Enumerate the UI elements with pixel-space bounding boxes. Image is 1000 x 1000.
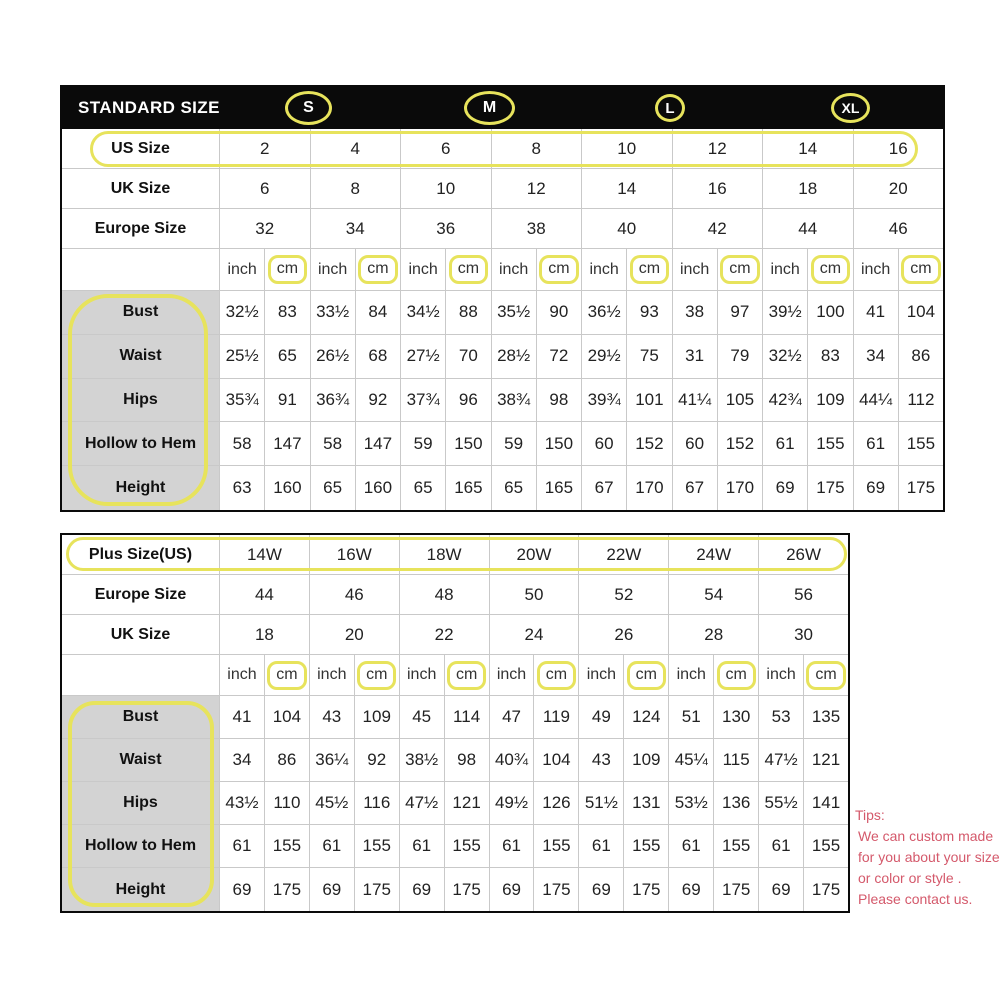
measure-value: 83 (264, 291, 309, 334)
size-row (62, 209, 943, 249)
measure-value: 147 (264, 422, 309, 465)
measure-value: 101 (626, 379, 671, 422)
cm-unit-cell (536, 249, 581, 290)
measure-value: 175 (533, 868, 578, 911)
measure-value: 175 (898, 466, 943, 510)
measure-value: 119 (533, 696, 578, 738)
measure-value: 126 (533, 782, 578, 824)
measure-value: 59 (491, 422, 536, 465)
size-s-circle: S (285, 91, 332, 125)
size-value: 18 (762, 169, 853, 208)
measure-value: 53½ (668, 782, 713, 824)
measure-value: 91 (264, 379, 309, 422)
inch-unit-label: inch (578, 655, 623, 695)
measure-value: 170 (717, 466, 762, 510)
cm-unit-cell (807, 249, 852, 290)
row-label: Hollow to Hem (62, 422, 219, 465)
measure-value: 84 (355, 291, 400, 334)
inch-unit-label: inch (219, 249, 264, 290)
size-value: 40 (581, 209, 672, 248)
unit-row (62, 249, 943, 291)
standard-size-header-bar (62, 87, 943, 129)
cm-highlight-box: cm (717, 661, 756, 690)
measure-value: 160 (355, 466, 400, 510)
measure-value: 58 (310, 422, 355, 465)
tips-line: We can custom made (858, 828, 994, 844)
measure-value: 136 (713, 782, 758, 824)
measure-value: 147 (355, 422, 400, 465)
measure-value: 33½ (310, 291, 355, 334)
measure-value: 47 (489, 696, 534, 738)
measure-value: 36¾ (310, 379, 355, 422)
measure-value: 47½ (758, 739, 803, 781)
measure-value: 114 (444, 696, 489, 738)
size-value: 42 (672, 209, 763, 248)
inch-unit-label: inch (219, 655, 264, 695)
tips-line: or color or style . (858, 870, 962, 886)
measure-value: 175 (807, 466, 852, 510)
measure-value: 61 (853, 422, 898, 465)
measure-value: 69 (219, 868, 264, 911)
measure-value: 53 (758, 696, 803, 738)
size-value: 20 (309, 615, 399, 654)
measure-value: 35¾ (219, 379, 264, 422)
row-label: Hollow to Hem (62, 825, 219, 867)
cm-unit-cell (533, 655, 578, 695)
measure-value: 51½ (578, 782, 623, 824)
measure-value: 69 (758, 868, 803, 911)
measure-value: 43 (578, 739, 623, 781)
measure-value: 61 (762, 422, 807, 465)
size-value: 8 (310, 169, 401, 208)
measure-value: 150 (536, 422, 581, 465)
size-value: 4 (310, 129, 401, 168)
measure-value: 59 (400, 422, 445, 465)
cm-highlight-box: cm (447, 661, 486, 690)
size-value: 30 (758, 615, 848, 654)
size-value: 26 (578, 615, 668, 654)
inch-unit-label: inch (399, 655, 444, 695)
row-label: Hips (62, 379, 219, 422)
measure-value: 25½ (219, 335, 264, 378)
unit-row-spacer (62, 249, 219, 290)
measure-value: 61 (668, 825, 713, 867)
measure-value: 69 (853, 466, 898, 510)
measure-value: 79 (717, 335, 762, 378)
cm-highlight-box: cm (627, 661, 666, 690)
measure-value: 36¼ (309, 739, 354, 781)
measure-value: 104 (898, 291, 943, 334)
size-value: 12 (491, 169, 582, 208)
measure-value: 98 (536, 379, 581, 422)
inch-unit-label: inch (581, 249, 626, 290)
tips-title: Tips: (855, 807, 885, 823)
tips-line: Please contact us. (858, 891, 973, 907)
row-label: Europe Size (94, 219, 187, 237)
measure-value: 155 (623, 825, 668, 867)
measure-value: 116 (354, 782, 399, 824)
measure-value: 55½ (758, 782, 803, 824)
measure-value: 44¼ (853, 379, 898, 422)
measure-row (62, 868, 848, 911)
size-row (62, 615, 848, 655)
measure-value: 109 (623, 739, 668, 781)
size-value: 44 (762, 209, 853, 248)
measure-value: 36½ (581, 291, 626, 334)
measure-value: 38½ (399, 739, 444, 781)
size-value: 48 (399, 575, 489, 614)
measure-value: 131 (623, 782, 668, 824)
measure-value: 92 (354, 739, 399, 781)
measure-value: 42¾ (762, 379, 807, 422)
measure-value: 90 (536, 291, 581, 334)
measure-value: 70 (445, 335, 490, 378)
size-row (62, 535, 848, 575)
size-value: 18W (399, 535, 489, 574)
size-value: 44 (219, 575, 309, 614)
standard-size-table (60, 85, 945, 512)
row-label: Plus Size(US) (88, 545, 193, 563)
measure-value: 40¾ (489, 739, 534, 781)
measure-value: 32½ (219, 291, 264, 334)
measure-value: 43 (309, 696, 354, 738)
size-value: 6 (219, 169, 310, 208)
row-label: Height (62, 868, 219, 911)
inch-unit-label: inch (491, 249, 536, 290)
measure-value: 165 (536, 466, 581, 510)
size-value: 46 (853, 209, 944, 248)
size-value: 52 (578, 575, 668, 614)
measure-value: 152 (717, 422, 762, 465)
size-value: 54 (668, 575, 758, 614)
measure-value: 34½ (400, 291, 445, 334)
measure-value: 58 (219, 422, 264, 465)
measure-value: 65 (400, 466, 445, 510)
measure-value: 112 (898, 379, 943, 422)
cm-unit-cell (445, 249, 490, 290)
size-value: 16W (309, 535, 399, 574)
measure-value: 175 (354, 868, 399, 911)
size-l-circle: L (655, 94, 685, 122)
measure-row (62, 825, 848, 868)
measure-row (62, 335, 943, 379)
measure-value: 155 (803, 825, 848, 867)
size-value: 46 (309, 575, 399, 614)
cm-highlight-box: cm (720, 255, 759, 284)
measure-value: 47½ (399, 782, 444, 824)
measure-value: 39¾ (581, 379, 626, 422)
tips-note (855, 805, 1000, 910)
size-row (62, 129, 943, 169)
measure-value: 61 (309, 825, 354, 867)
measure-value: 72 (536, 335, 581, 378)
size-xl-circle: XL (831, 93, 870, 123)
inch-unit-label: inch (489, 655, 534, 695)
cm-highlight-box: cm (539, 255, 578, 284)
measure-value: 37¾ (400, 379, 445, 422)
measure-value: 93 (626, 291, 671, 334)
measure-value: 65 (264, 335, 309, 378)
measure-value: 100 (807, 291, 852, 334)
size-m-circle: M (464, 91, 515, 125)
measure-value: 86 (264, 739, 309, 781)
cm-highlight-box: cm (267, 661, 306, 690)
size-value: 8 (491, 129, 582, 168)
measure-value: 75 (626, 335, 671, 378)
measure-value: 175 (623, 868, 668, 911)
inch-unit-label: inch (672, 249, 717, 290)
measure-value: 61 (578, 825, 623, 867)
measure-value: 83 (807, 335, 852, 378)
measure-value: 38 (672, 291, 717, 334)
cm-highlight-box: cm (449, 255, 488, 284)
measure-value: 155 (264, 825, 309, 867)
measure-row (62, 379, 943, 423)
measure-value: 65 (310, 466, 355, 510)
inch-unit-label: inch (310, 249, 355, 290)
measure-value: 165 (445, 466, 490, 510)
cm-unit-cell (355, 249, 400, 290)
size-row (62, 575, 848, 615)
measure-value: 97 (717, 291, 762, 334)
standard-size-table-body (62, 129, 943, 510)
measure-value: 41 (219, 696, 264, 738)
measure-value: 41¼ (672, 379, 717, 422)
measure-value: 86 (898, 335, 943, 378)
row-label: UK Size (110, 179, 171, 197)
size-value: 16 (853, 129, 944, 168)
measure-value: 110 (264, 782, 309, 824)
measure-value: 88 (445, 291, 490, 334)
measure-value: 29½ (581, 335, 626, 378)
measure-value: 104 (533, 739, 578, 781)
measure-value: 155 (713, 825, 758, 867)
size-value: 20W (489, 535, 579, 574)
measure-value: 96 (445, 379, 490, 422)
measure-value: 155 (807, 422, 852, 465)
measure-value: 121 (803, 739, 848, 781)
measure-value: 61 (399, 825, 444, 867)
measure-value: 124 (623, 696, 668, 738)
cm-highlight-box: cm (811, 255, 850, 284)
size-value: 20 (853, 169, 944, 208)
size-value: 14W (219, 535, 309, 574)
cm-unit-cell (354, 655, 399, 695)
measure-value: 130 (713, 696, 758, 738)
size-value: 6 (400, 129, 491, 168)
size-value: 24W (668, 535, 758, 574)
measure-value: 98 (444, 739, 489, 781)
measure-value: 141 (803, 782, 848, 824)
measure-value: 63 (219, 466, 264, 510)
measure-row (62, 782, 848, 825)
row-label: Bust (62, 291, 219, 334)
measure-value: 69 (578, 868, 623, 911)
measure-value: 31 (672, 335, 717, 378)
row-label: Hips (62, 782, 219, 824)
measure-row (62, 696, 848, 739)
size-value: 10 (400, 169, 491, 208)
measure-value: 41 (853, 291, 898, 334)
measure-value: 104 (264, 696, 309, 738)
cm-highlight-box: cm (901, 255, 940, 284)
size-value: 50 (489, 575, 579, 614)
measure-value: 69 (309, 868, 354, 911)
standard-size-title: STANDARD SIZE (78, 98, 220, 117)
measure-row (62, 422, 943, 466)
measure-value: 105 (717, 379, 762, 422)
measure-value: 49 (578, 696, 623, 738)
measure-value: 34 (219, 739, 264, 781)
cm-highlight-box: cm (806, 661, 845, 690)
measure-value: 61 (758, 825, 803, 867)
size-value: 22 (399, 615, 489, 654)
unit-row-spacer (62, 655, 219, 695)
measure-value: 65 (491, 466, 536, 510)
measure-value: 175 (803, 868, 848, 911)
measure-value: 109 (807, 379, 852, 422)
size-value: 22W (578, 535, 668, 574)
measure-value: 27½ (400, 335, 445, 378)
measure-value: 175 (264, 868, 309, 911)
cm-unit-cell (717, 249, 762, 290)
cm-highlight-box: cm (630, 255, 669, 284)
measure-row (62, 291, 943, 335)
measure-value: 51 (668, 696, 713, 738)
row-label: Waist (62, 739, 219, 781)
measure-value: 69 (399, 868, 444, 911)
size-value: 26W (758, 535, 848, 574)
size-value: 32 (219, 209, 310, 248)
cm-unit-cell (803, 655, 848, 695)
size-value: 38 (491, 209, 582, 248)
cm-highlight-box: cm (358, 255, 397, 284)
measure-value: 35½ (491, 291, 536, 334)
measure-value: 67 (581, 466, 626, 510)
measure-value: 170 (626, 466, 671, 510)
row-label: Height (62, 466, 219, 510)
row-label: US Size (111, 139, 170, 157)
measure-value: 49½ (489, 782, 534, 824)
measure-value: 150 (445, 422, 490, 465)
measure-value: 92 (355, 379, 400, 422)
measure-value: 43½ (219, 782, 264, 824)
measure-value: 61 (489, 825, 534, 867)
measure-value: 115 (713, 739, 758, 781)
inch-unit-label: inch (758, 655, 803, 695)
cm-unit-cell (898, 249, 943, 290)
size-value: 24 (489, 615, 579, 654)
measure-value: 155 (444, 825, 489, 867)
measure-value: 152 (626, 422, 671, 465)
measure-value: 61 (219, 825, 264, 867)
cm-unit-cell (264, 249, 309, 290)
inch-unit-label: inch (853, 249, 898, 290)
size-row (62, 169, 943, 209)
row-label: UK Size (110, 625, 171, 643)
measure-value: 32½ (762, 335, 807, 378)
inch-unit-label: inch (400, 249, 445, 290)
size-value: 14 (581, 169, 672, 208)
measure-value: 69 (668, 868, 713, 911)
cm-highlight-box: cm (268, 255, 307, 284)
cm-unit-cell (713, 655, 758, 695)
measure-value: 160 (264, 466, 309, 510)
inch-unit-label: inch (309, 655, 354, 695)
size-value: 34 (310, 209, 401, 248)
measure-value: 68 (355, 335, 400, 378)
cm-highlight-box: cm (357, 661, 396, 690)
measure-value: 38¾ (491, 379, 536, 422)
measure-value: 155 (898, 422, 943, 465)
cm-unit-cell (264, 655, 309, 695)
measure-value: 60 (581, 422, 626, 465)
tips-line: for you about your size (858, 849, 1000, 865)
size-value: 16 (672, 169, 763, 208)
size-value: 36 (400, 209, 491, 248)
row-label: Europe Size (94, 585, 187, 603)
measure-row (62, 466, 943, 510)
cm-highlight-box: cm (537, 661, 576, 690)
row-label: Waist (62, 335, 219, 378)
inch-unit-label: inch (668, 655, 713, 695)
unit-row (62, 655, 848, 696)
measure-value: 67 (672, 466, 717, 510)
measure-row (62, 739, 848, 782)
size-value: 2 (219, 129, 310, 168)
measure-value: 109 (354, 696, 399, 738)
size-value: 14 (762, 129, 853, 168)
measure-value: 135 (803, 696, 848, 738)
measure-value: 155 (533, 825, 578, 867)
measure-value: 26½ (310, 335, 355, 378)
size-value: 12 (672, 129, 763, 168)
measure-value: 175 (713, 868, 758, 911)
measure-value: 45½ (309, 782, 354, 824)
inch-unit-label: inch (762, 249, 807, 290)
measure-value: 45¼ (668, 739, 713, 781)
measure-value: 69 (762, 466, 807, 510)
measure-value: 60 (672, 422, 717, 465)
measure-value: 155 (354, 825, 399, 867)
size-value: 56 (758, 575, 848, 614)
row-label: Bust (62, 696, 219, 738)
cm-unit-cell (444, 655, 489, 695)
measure-value: 69 (489, 868, 534, 911)
measure-value: 45 (399, 696, 444, 738)
measure-value: 121 (444, 782, 489, 824)
size-value: 28 (668, 615, 758, 654)
measure-value: 28½ (491, 335, 536, 378)
cm-unit-cell (623, 655, 668, 695)
cm-unit-cell (626, 249, 671, 290)
size-value: 10 (581, 129, 672, 168)
measure-value: 34 (853, 335, 898, 378)
size-value: 18 (219, 615, 309, 654)
plus-size-table-body (62, 535, 848, 911)
measure-value: 175 (444, 868, 489, 911)
plus-size-table (60, 533, 850, 913)
measure-value: 39½ (762, 291, 807, 334)
